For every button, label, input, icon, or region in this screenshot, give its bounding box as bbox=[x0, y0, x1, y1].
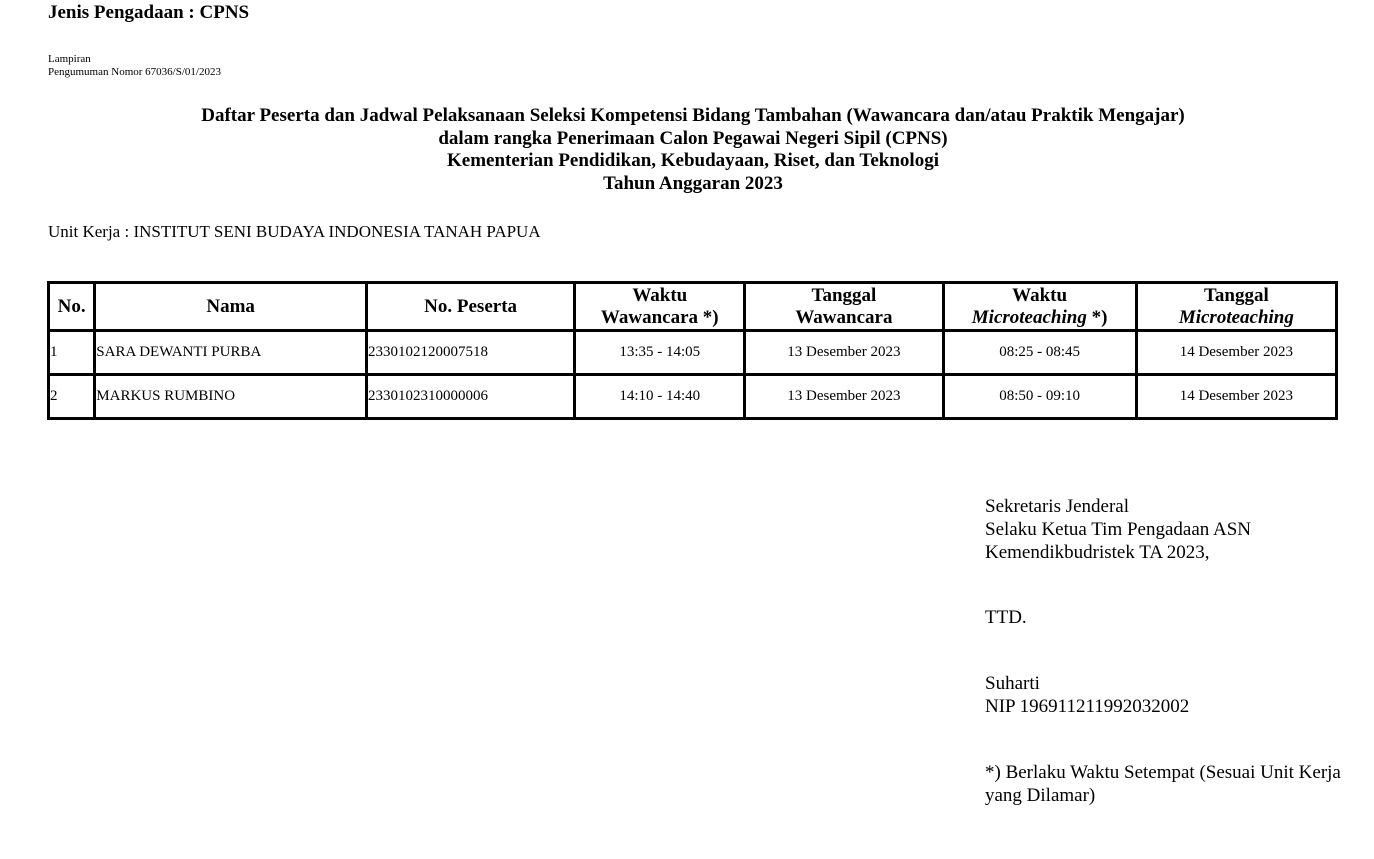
title-line-3: Kementerian Pendidikan, Kebudayaan, Riset, dan Teknologi bbox=[447, 150, 939, 171]
header-no-peserta: No. Peserta bbox=[366, 283, 574, 331]
cell-tanggal-wawancara: 13 Desember 2023 bbox=[745, 375, 943, 419]
header-waktu-wawancara bbox=[575, 283, 745, 331]
cell-waktu-wawancara: 13:35 - 14:05 bbox=[575, 331, 745, 375]
table-header-row bbox=[49, 283, 1337, 331]
lampiran-label: Lampiran bbox=[48, 53, 91, 65]
cell-no-peserta: 2330102310000006 bbox=[366, 375, 574, 419]
title-line-1: Daftar Peserta dan Jadwal Pelaksanaan Seleksi Kompetensi Bidang Tambahan (Wawancara dan/atau Praktik Mengajar) bbox=[201, 105, 1185, 126]
participant-table bbox=[47, 281, 1338, 420]
header-waktu-micro-line2: Microteaching bbox=[971, 306, 1087, 328]
cell-tanggal-microteaching: 14 Desember 2023 bbox=[1136, 375, 1336, 419]
lampiran-block bbox=[48, 53, 221, 79]
cell-nama: MARKUS RUMBINO bbox=[95, 375, 367, 419]
header-waktu-wawancara-line1: Waktu bbox=[632, 284, 688, 306]
table-row bbox=[49, 375, 1337, 419]
signature-block bbox=[985, 495, 1345, 807]
cell-no: 1 bbox=[49, 331, 95, 375]
header-nama: Nama bbox=[95, 283, 367, 331]
header-tanggal-wawancara bbox=[745, 283, 943, 331]
signature-ttd: TTD. bbox=[985, 607, 1027, 628]
header-no: No. bbox=[49, 283, 95, 331]
cell-tanggal-wawancara: 13 Desember 2023 bbox=[745, 331, 943, 375]
title-line-2: dalam rangka Penerimaan Calon Pegawai Negeri Sipil (CPNS) bbox=[438, 127, 948, 149]
cell-waktu-wawancara: 14:10 - 14:40 bbox=[575, 375, 745, 419]
header-waktu-wawancara-line2: Wawancara *) bbox=[600, 306, 719, 328]
table-row bbox=[49, 331, 1337, 375]
signature-title-1: Sekretaris Jenderal bbox=[985, 496, 1130, 517]
jenis-pengadaan: Jenis Pengadaan : CPNS bbox=[48, 2, 250, 23]
header-waktu-microteaching bbox=[943, 283, 1136, 331]
title-line-4: Tahun Anggaran 2023 bbox=[603, 172, 783, 194]
signatory-nip: NIP 196911211992032002 bbox=[985, 696, 1190, 717]
cell-no-peserta: 2330102120007518 bbox=[366, 331, 574, 375]
header-tanggal-wawancara-line2: Wawancara bbox=[795, 306, 893, 328]
header-tanggal-wawancara-line1: Tanggal bbox=[811, 284, 877, 306]
header-tanggal-micro-line1: Tanggal bbox=[1203, 284, 1269, 306]
cell-tanggal-microteaching: 14 Desember 2023 bbox=[1136, 331, 1336, 375]
signature-title-3: Kemendikbudristek TA 2023, bbox=[985, 542, 1210, 563]
footnote: *) Berlaku Waktu Setempat (Sesuai Unit Kerja yang Dilamar) bbox=[985, 762, 1341, 806]
cell-nama: SARA DEWANTI PURBA bbox=[95, 331, 367, 375]
signature-title-2: Selaku Ketua Tim Pengadaan ASN bbox=[985, 519, 1251, 540]
header-tanggal-microteaching bbox=[1136, 283, 1336, 331]
cell-waktu-microteaching: 08:25 - 08:45 bbox=[943, 331, 1136, 375]
cell-no: 2 bbox=[49, 375, 95, 419]
document-title bbox=[0, 105, 1374, 195]
signatory-name: Suharti bbox=[985, 673, 1040, 694]
unit-kerja: Unit Kerja : INSTITUT SENI BUDAYA INDONESIA TANAH PAPUA bbox=[48, 222, 541, 241]
pengumuman-number: Pengumuman Nomor 67036/S/01/2023 bbox=[48, 66, 221, 78]
header-waktu-micro-note: *) bbox=[1086, 306, 1108, 328]
header-tanggal-micro-line2: Microteaching bbox=[1178, 306, 1294, 328]
cell-waktu-microteaching: 08:50 - 09:10 bbox=[943, 375, 1136, 419]
header-waktu-micro-line1: Waktu bbox=[1012, 284, 1068, 306]
